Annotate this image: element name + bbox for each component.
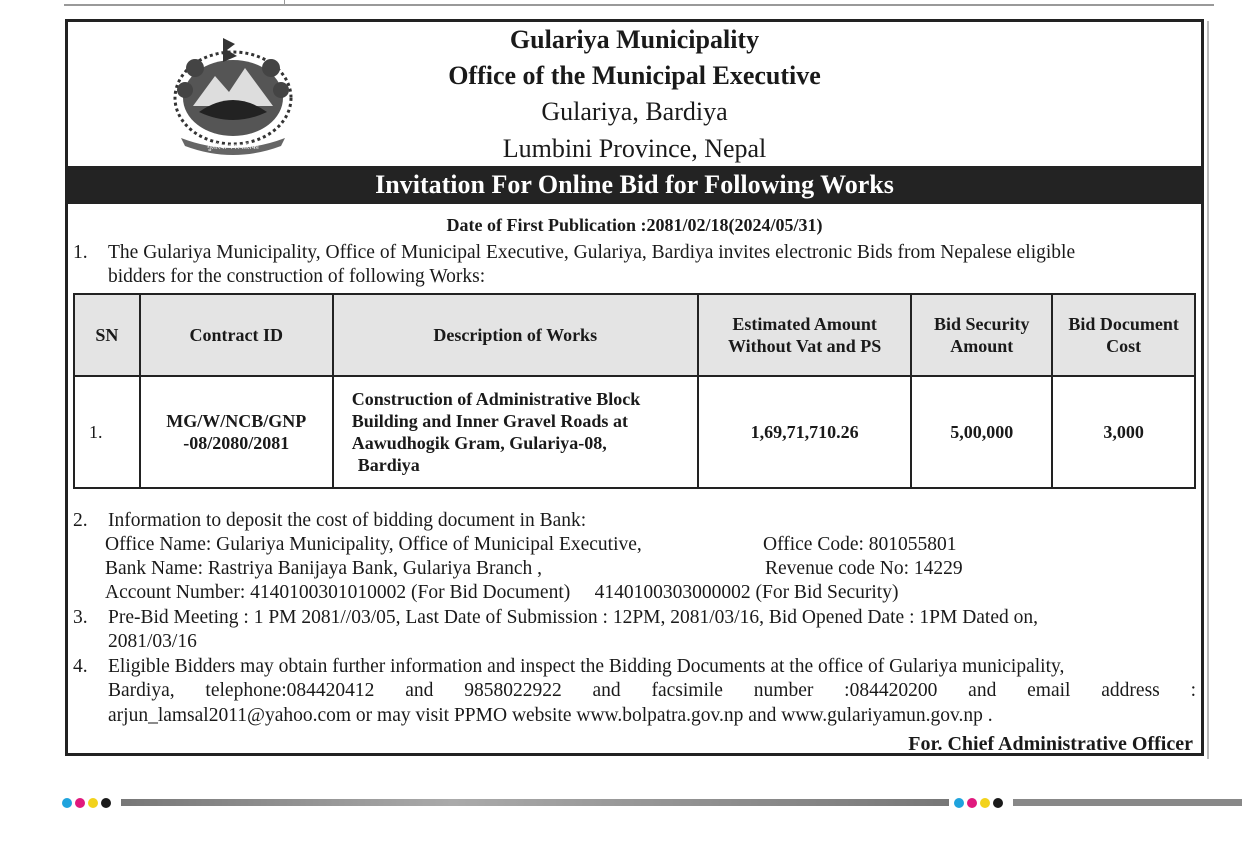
- office-name: Office of the Municipal Executive: [448, 61, 821, 90]
- clause-4-number: 4.: [73, 656, 88, 677]
- header-estimated-line-1: Estimated Amount: [732, 314, 877, 334]
- header-estimated-line-2: Without Vat and PS: [727, 336, 882, 356]
- description-line-4: Bardiya: [357, 455, 420, 475]
- bank-name: Bank Name: Rastriya Banijaya Bank, Gulariya Branch ,: [105, 558, 542, 579]
- row-description: [333, 376, 698, 488]
- bank-revenue-code: Revenue code No: 14229: [765, 558, 963, 579]
- location: Gulariya, Bardiya: [541, 97, 728, 126]
- header-bid-security: [911, 294, 1052, 376]
- clause-1-line-1: The Gulariya Municipality, Office of Municipal Executive, Gulariya, Bardiya invites electronic Bids from Nepalese eligible: [108, 242, 1076, 263]
- registration-dots-right: [954, 798, 1014, 808]
- top-tick: [284, 0, 285, 6]
- org-name: Gulariya Municipality: [509, 25, 760, 54]
- top-rule: [64, 4, 1214, 6]
- description-line-3: Aawudhogik Gram, Gulariya-08,: [351, 433, 607, 453]
- header-estimated-amount: [698, 294, 912, 376]
- bank-office-name: Office Name: Gulariya Municipality, Office of Municipal Executive,: [105, 534, 642, 555]
- clause-3-number: 3.: [73, 607, 88, 628]
- invitation-banner: Invitation For Online Bid for Following Works: [68, 166, 1201, 204]
- header-contract-id: Contract ID: [140, 294, 333, 376]
- cyan-dot: [62, 798, 72, 808]
- notice-frame: [65, 19, 1204, 756]
- black-dot: [993, 798, 1003, 808]
- magenta-dot: [75, 798, 85, 808]
- clause-1-line-2: bidders for the construction of following Works:: [108, 266, 486, 287]
- header-security-line-2: Amount: [950, 336, 1014, 356]
- bank-office-code: Office Code: 801055801: [763, 534, 957, 555]
- row-contract-id: [140, 376, 333, 488]
- header-sn: SN: [74, 294, 140, 376]
- header-doc-line-1: Bid Document: [1068, 314, 1179, 334]
- row-bid-security: 5,00,000: [911, 376, 1052, 488]
- frame-shadow: [1207, 21, 1209, 759]
- header-bid-document-cost: [1052, 294, 1195, 376]
- clause-3-line-2: 2081/03/16: [108, 631, 197, 652]
- row-estimated-amount: 1,69,71,710.26: [698, 376, 912, 488]
- description-line-1: Construction of Administrative Block: [351, 389, 641, 409]
- registration-dots-left: [62, 798, 122, 808]
- black-dot: [101, 798, 111, 808]
- clause-4-line-1: Eligible Bidders may obtain further information and inspect the Bidding Documents at the office of Gulariya municipality,: [108, 656, 1065, 677]
- clause-1-number: 1.: [73, 242, 88, 263]
- header-description: Description of Works: [333, 294, 698, 376]
- works-table: [73, 293, 1196, 489]
- registration-bar-left: [121, 799, 949, 806]
- header-security-line-1: Bid Security: [934, 314, 1030, 334]
- contract-id-line-1: MG/W/NCB/GNP: [166, 411, 307, 431]
- emblem-motto: गुलरिया नगरपालिका: [207, 143, 259, 151]
- publication-date: Date of First Publication :2081/02/18(2024/05/31): [446, 215, 823, 235]
- registration-bar-right: [1013, 799, 1242, 806]
- clause-4-line-2: Bardiya, telephone:084420412 and 9858022922 and facsimile number :084420200 and email address :: [108, 680, 1196, 701]
- signature: For. Chief Administrative Officer: [908, 733, 1193, 755]
- yellow-dot: [980, 798, 990, 808]
- clause-3-line-1: Pre-Bid Meeting : 1 PM 2081//03/05, Last Date of Submission : 12PM, 2081/03/16, Bid Opened Date : 1PM Dated on,: [108, 607, 1039, 628]
- row-bid-document-cost: 3,000: [1052, 376, 1195, 488]
- header-doc-line-2: Cost: [1106, 336, 1142, 356]
- clause-2-number: 2.: [73, 510, 88, 531]
- magenta-dot: [967, 798, 977, 808]
- cyan-dot: [954, 798, 964, 808]
- table-row: [74, 376, 1195, 488]
- table-header-row: [74, 294, 1195, 376]
- yellow-dot: [88, 798, 98, 808]
- province: Lumbini Province, Nepal: [502, 134, 767, 163]
- clause-4-line-3: arjun_lamsal2011@yahoo.com or may visit PPMO website www.bolpatra.gov.np and www.gulariyamun.gov.np .: [108, 705, 993, 726]
- row-sn: 1.: [74, 376, 140, 488]
- bank-intro: Information to deposit the cost of bidding document in Bank:: [108, 510, 587, 531]
- bank-account-numbers: Account Number: 4140100301010002 (For Bid Document) 4140100303000002 (For Bid Security): [105, 582, 899, 603]
- description-line-2: Building and Inner Gravel Roads at: [351, 411, 628, 431]
- contract-id-line-2: -08/2080/2081: [183, 433, 290, 453]
